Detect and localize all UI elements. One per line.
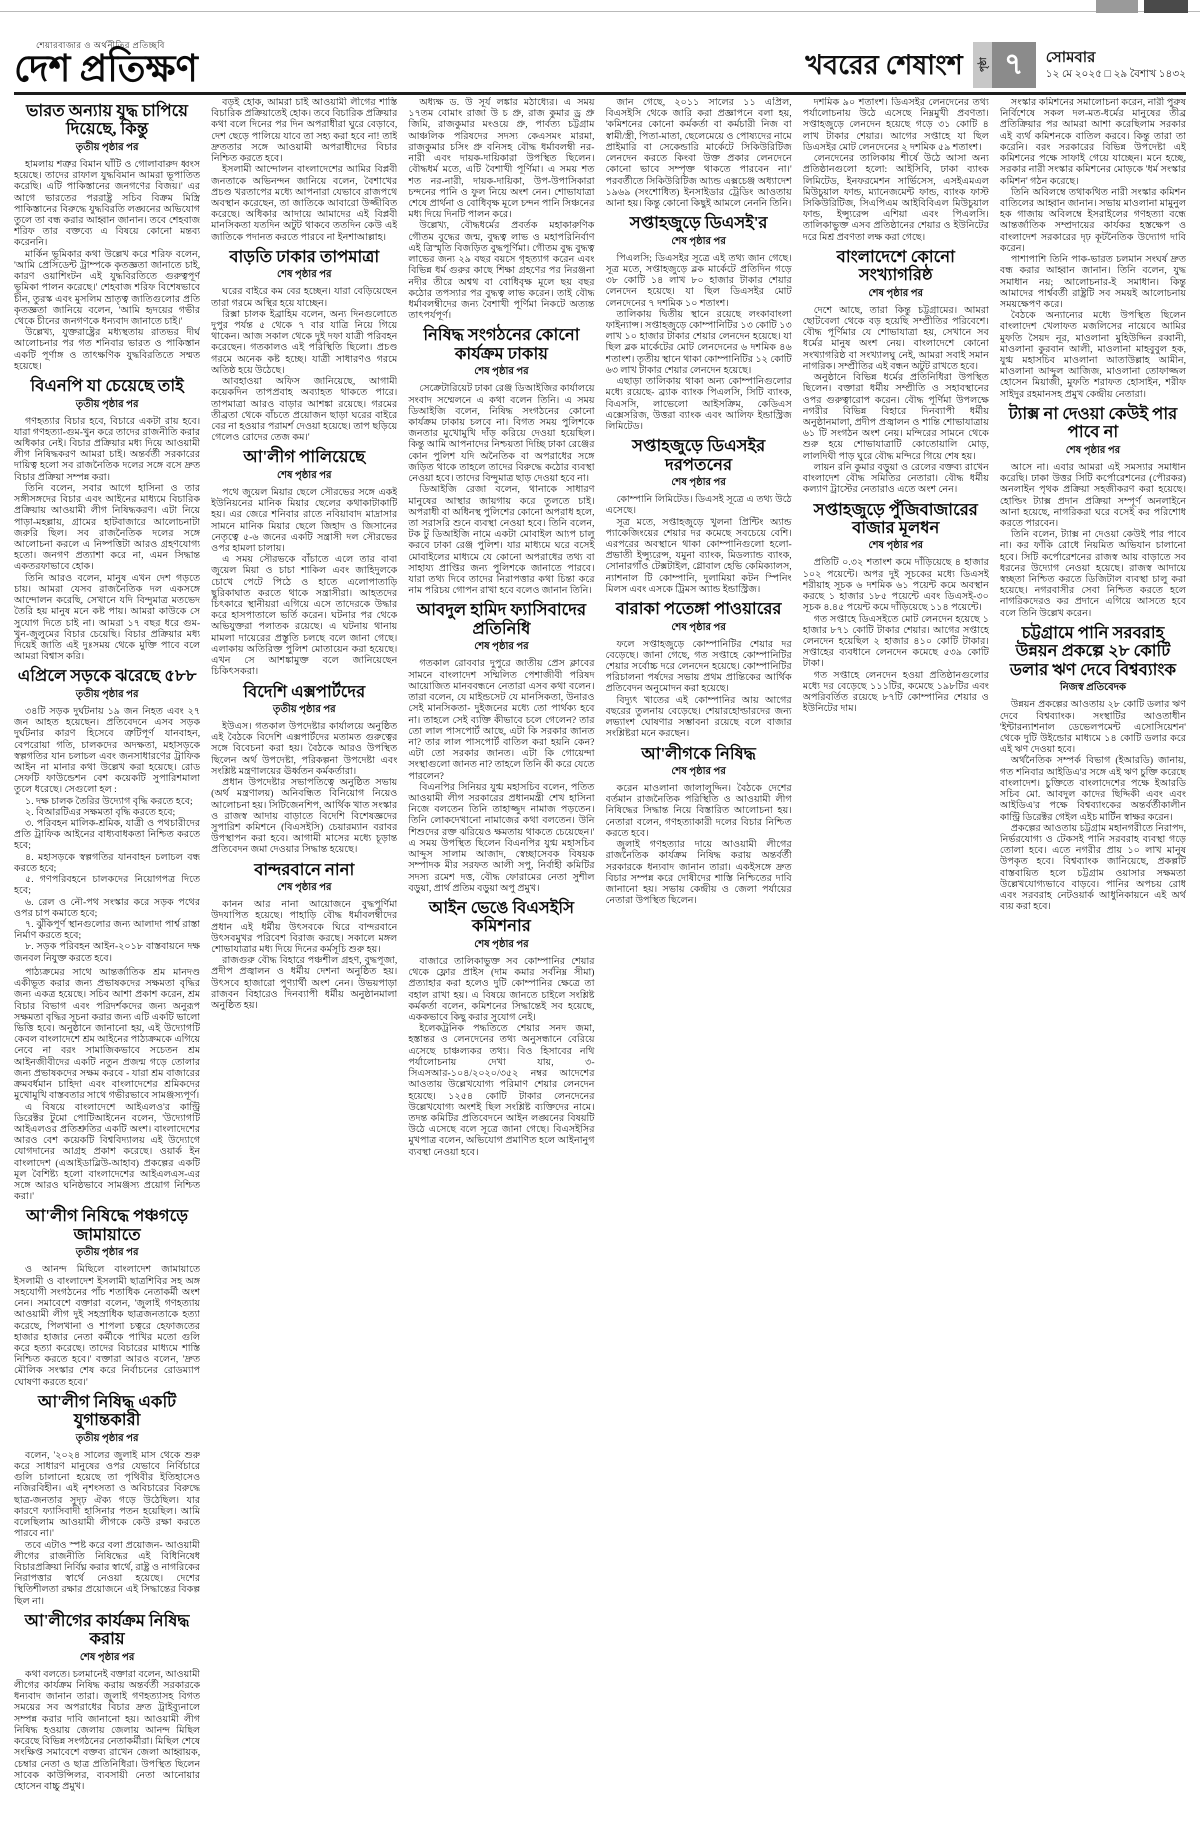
article bbox=[211, 683, 397, 856]
article-body-paragraph: বিদ্যুৎ খাতের এই কোম্পানির আয় আগের বছরের তুলনায় বেড়েছে। শেয়ারহোল্ডারদের জন্য লভ্যাংশ ঘোষণার সম্ভাবনা রয়েছে বলে বাজার সংশ্লিষ্টরা মনে করছেন। bbox=[605, 694, 792, 740]
article-body-paragraph: তিনি বলেন, সবার আগে হাসিনা ও তার সঙ্গীসঙ্গদের বিচার এবং আইনের মাধ্যমে বিচারিক প্রক্রিয়ায় আওয়ামী লীগ নিষিদ্ধকরণ। এটা নিয়ে পাড়া-মহল্লায়, গ্রামের হাটবাজারে আলোচনাটা জরুরি ছিল। সব রাজনৈতিক দলের সঙ্গে আলোচনা করলে এ নিষ্পত্তিটা আরও গ্রহণযোগ্য হতো। জনগণ প্রত্যাশা করে না, এমন সিদ্ধান্ত একতরফাভাবে হোক। bbox=[14, 482, 201, 573]
article-body-paragraph: জান গেছে, ২০১১ সালের ১১ এপ্রিল, বিএসইসি থেকে জারি করা প্রজ্ঞাপনে বলা হয়, 'কমিশনের কোনো কর্মকর্তা বা কর্মচারী নিজ বা স্বামী/স্ত্রী, পিতা-মাতা, ছেলেমেয়ে ও পোষ্যদের নামে প্রাইমারি বা সেকেন্ডারি মার্কেটে সিকিউরিটিজ লেনদেন করতে কিংবা উক্ত প্রকার লেনদেনে কোনো ভাবে সম্পৃক্ত থাকতে পারবেন না।' পরবর্তীতে সিকিউরিটিজ আ্যন্ড এক্সচেঞ্জ অধ্যাদেশ ১৯৬৯ (সংশোধিত) ইনসাইডার ট্রেডিং আওতায় আনা হয়। কিন্তু কোনো কিছুই আমলে নেননি তিনি। bbox=[605, 97, 792, 209]
continued-from-label: তৃতীয় পৃষ্ঠার পর bbox=[75, 1247, 139, 1259]
article bbox=[408, 326, 594, 596]
page-number: ৭ bbox=[992, 42, 1036, 88]
article-body-paragraph: বলেন, '২০২৪ সালের জুলাই মাস থেকে শুরু করে সাধারণ মানুষের ওপর যেভাবে নির্বিচারে গুলি চালানো হয়েছে তা পৃথিবীর ইতিহাসেও নজিরবিহীন। এই নৃশংসতা ও অবিচারের বিরুদ্ধে ছাত্র-জনতার সুদৃঢ় ঐক্য গড়ে উঠেছিল। যার কারণে ফ্যাসিবাদী হাসিনার পতন হয়েছিল। আমি বলেছিলাম আওয়ামী লীগকে কেউ রক্ষা করতে পারবে না।' bbox=[14, 1449, 201, 1540]
article-body-paragraph: ঘরের বাইরে কম বের হচ্ছেন। যারা বেড়িয়েছেন তারা গরমে অস্থির হয়ে যাচ্ছেন। bbox=[211, 286, 398, 309]
article-headline: এপ্রিলে সড়কে ঝরেছে ৫৮৮ bbox=[17, 666, 197, 686]
article bbox=[803, 97, 989, 243]
article-body-paragraph: সূত্র মতে, সপ্তাহজুড়ে খুলনা প্রিন্টিং অ্যান্ড প্যাকেজিংয়ের শেয়ার দর কমেছে সবচেয়ে বেশি। এরপরের অবস্থানে থাকা কোম্পানিগুলো হলো- প্রভাতী ইন্স্যুরেন্স, যমুনা ব্যাংক, মিডল্যান্ড ব্যাংক, সোনারগাঁও টেক্সটাইল, গ্লোবাল হেভি কেমিক্যালস, ন্যাশনাল টি কোম্পানি, দুলামিয়া কটন স্পিনিং মিলস এবং এসকে ট্রিমস অ্যান্ড ইন্ডাস্ট্রিজ। bbox=[605, 516, 792, 595]
article-body-paragraph: ৪. মহাসড়কে স্বল্পগতির যানবাহন চলাচল বন্ধ করতে হবে; bbox=[14, 851, 201, 874]
article-body-paragraph: ৭. ঝুঁকিপূর্ণ স্থানগুলোর জন্য আলাদা পার্শ্ব রাস্তা নির্মাণ করতে হবে; bbox=[14, 919, 201, 942]
article bbox=[14, 667, 200, 964]
article-body-paragraph: গতকাল রোববার দুপুরে জাতীয় প্রেস ক্লাবের সামনে বাংলাদেশ সম্মিলিত পেশাজীবী পরিষদ আয়োজিত মানববন্ধনে নেতারা এসব কথা বলেন। তারা বলেন, যে মাইন্ডসেট যে মানসিকতা, উনারও সেই মানসিকতা- দুইজনের মধ্যে তো পার্থক্য হবে না। তাহলে সেই ব্যক্তি কীভাবে চলে গেলেন? তার তো লাল পাসপোর্ট আছে, এটা কি সরকার জানত না? তার লাল পাসপোর্ট বাতিল করা হয়নি কেন? এটা তো সরকার জানত। এটা কি গোয়েন্দা সংস্থাগুলো জানত না? তাহলে তিনি কী করে যেতে পারলেন? bbox=[408, 658, 595, 782]
continued-from-label: শেষ পৃষ্ঠার পর bbox=[671, 765, 726, 777]
article-body-paragraph: এ সময় সৌরভকে বাঁচাতে এলে তার বাবা জুয়েল মিয়া ও চাচা শাকিল এবং জাহিদুলকে চোখে পেটে পিঠে ও হাতে এলোপাতাড়ি ছুরিকাঘাত করতে থাকে সন্ত্রাসীরা। আহতদের চিৎকারে স্থানীয়রা এগিয়ে এসে তাদেরকে উদ্ধার করে হাসপাতালে ভর্তি করেন। ঘটনার পর থেকে অভিযুক্তরা পলাতক রয়েছে। এ ঘটনায় থানায় মামলা দায়েরের প্রস্তুতি চলছে বলে জানা গেছে। এলাকায় অতিরিক্ত পুলিশ মোতায়েন করা হয়েছে। এখন সে আশঙ্কামুক্ত বলে জানিয়েছেন চিকিৎসকরা। bbox=[211, 554, 398, 678]
article-body-paragraph: ইলেকট্রনিক পদ্ধতিতে শেয়ার সনদ জমা, হস্তান্তর ও লেনদেনের তথ্য অনুসন্ধানে বেরিয়ে এসেছে চাঞ্চল্যকর তথ্য। বিও হিসাবের নথি পর্যালোচনায় দেখা যায়, ৩-সিএসআর-১০৪/২০২০/৩৫২ নম্বর আদেশের আওতায় উল্লেখযোগ্য পরিমাণ শেয়ার লেনদেন হয়েছে। ১২৫৪ কোটি টাকার লেনদেনের উল্লেখযোগ্য অংশই ছিল সংশ্লিষ্ট ব্যক্তিদের নামে। তদন্ত কমিটির প্রতিবেদনে আইন লঙ্ঘনের বিষয়টি উঠে এসেছে বলে সূত্রে জানা গেছে। বিএসইসির মুখপাত্র বলেন, অভিযোগ প্রমাণিত হলে আইনানুগ ব্যবস্থা নেওয়া হবে। bbox=[408, 1023, 595, 1158]
date-line: ১২ মে ২০২৫ □ ২৯ বৈশাখ ১৪৩২ bbox=[1045, 68, 1186, 80]
article bbox=[606, 437, 792, 595]
article bbox=[803, 501, 989, 715]
article-body-paragraph: রাজগুরু বৌদ্ধ বিহারে পঞ্চশীল গ্রহণ, বুদ্ধপূজা, প্রদীপ প্রজ্বালন ও ধর্মীয় দেশনা অনুষ্ঠিত হয়। উৎসবে হাজারো পুণ্যার্থী অংশ নেন। উভয়পাড়া রাজবন বিহারেও দিনব্যাপী ধর্মীয় অনুষ্ঠানমালা অনুষ্ঠিত হয়। bbox=[211, 955, 398, 1012]
article bbox=[408, 97, 594, 321]
article-body-paragraph: ফলে সপ্তাহজুড়ে কোম্পানিটির শেয়ার দর বেড়েছে। জানা গেছে, গত সপ্তাহে কোম্পানিটির শেয়ার সর্বোচ্চ দরে লেনদেন হয়েছে। কোম্পানিটির পরিচালনা পর্ষদের সভায় প্রথম প্রান্তিকের আর্থিক প্রতিবেদন অনুমোদন করা হয়েছে। bbox=[605, 638, 792, 695]
article-headline: সপ্তাহজুড়ে ডিএসইর দরপতনের bbox=[632, 436, 766, 474]
masthead-tagline: শেয়ারবাজার ও অর্থনীতির প্রতিচ্ছবি bbox=[36, 39, 165, 50]
article-body-paragraph: দেশে আছে, তারা কিন্তু চট্টগ্রামের। আমরা ছোটবেলা থেকে বড় হয়েছি সম্প্রীতির পরিবেশে। বৌদ্ধ পূর্ণিমার যে শোভাযাত্রা হয়, সেখানে সব ধর্মের মানুষ অংশ নেয়। বাংলাদেশে কোনো সংখ্যাগরিষ্ঠ বা সংখ্যালঘু নেই, আমরা সবাই সমান নাগরিক। সম্প্রীতির এই বন্ধন অটুট রাখতে হবে। bbox=[802, 304, 989, 372]
article-headline: আ'লীগকে নিষিদ্ধ bbox=[641, 743, 756, 763]
article bbox=[211, 97, 397, 243]
article-body-paragraph: করেন মাওলানা জালালুদ্দিন। বৈঠকে দেশের বর্তমান রাজনৈতিক পরিস্থিতি ও আওয়ামী লীগ নিষিদ্ধের সিদ্ধান্ত নিয়ে বিস্তারিত আলোচনা হয়। নেতারা বলেন, গণহত্যাকারী দলের বিচার নিশ্চিত করতে হবে। bbox=[605, 782, 792, 839]
article bbox=[14, 102, 200, 372]
article-headline: বান্দরবানে নানা bbox=[254, 859, 355, 879]
article-headline: বারাকা পতেঙ্গা পাওয়ারের bbox=[615, 599, 782, 619]
article-headline: বাড়তি ঢাকার তাপমাত্রা bbox=[229, 246, 380, 266]
weekday: সোমবার bbox=[1045, 50, 1096, 67]
article-body-paragraph: উল্লেখ্য, যুক্তরাষ্ট্রের মধ্যস্থতায় রাতভর দীর্ঘ আলোচনার পর গত শনিবার ভারত ও পাকিস্তান একটি পূর্ণাঙ্গ ও তাৎক্ষণিক যুদ্ধবিরতিতে সম্মত হয়েছে। bbox=[14, 327, 201, 372]
article-body-paragraph: আসে না। এবার আমরা এই সমস্যার সমাধান করেছি। ঢাকা উত্তর সিটি কর্পোরেশনের (পৌরকর) অনলাইন পৃথক প্রক্রিয়া সহজীকরণ করা হয়েছে। হোল্ডিং ট্যাক্স প্রদান প্রক্রিয়া সম্পূর্ণ অনলাইনে আনা হয়েছে, নাগরিকরা ঘরে বসেই কর পরিশোধ করতে পারবেন। bbox=[999, 461, 1186, 529]
news-column bbox=[803, 97, 989, 1839]
article-headline: ট্যাক্স না দেওয়া কেউই পার পাবে না bbox=[1008, 403, 1178, 442]
article-headline: বিএনপি যা চেয়েছে তাই bbox=[30, 376, 184, 396]
article bbox=[14, 1612, 200, 1792]
continued-from-label: শেষ পৃষ্ঠার পর bbox=[671, 477, 726, 489]
article-body-paragraph: কানন আর নানা আয়োজনে বুদ্ধপূর্ণিমা উদযাপিত হয়েছে। পাহাড়ি বৌদ্ধ ধর্মাবলম্বীদের প্রধান এই ধর্মীয় উৎসবকে ঘিরে বান্দরবানে উৎসবমুখর পরিবেশ বিরাজ করছে। সকালে মঙ্গল শোভাযাত্রার মধ্য দিয়ে দিনের কর্মসূচি শুরু হয়। bbox=[211, 899, 398, 955]
article bbox=[14, 1393, 200, 1607]
continued-from-label: শেষ পৃষ্ঠার পর bbox=[474, 366, 529, 378]
article-body-paragraph: বৈঠকে অন্যান্যের মধ্যে উপস্থিত ছিলেন বাংলাদেশ খেলাফত মজলিসের নায়েবে আমির মুফতি সৈয়দ নূর, মাওলানা মুহিউদ্দিন রব্বানী, মাওলানা কুরবান আলী, মাওলানা মাহবুবুল হক, যুগ্ম মহাসচিব মাওলানা আতাউল্লাহ আমীন, মাওলানা আব্দুল আজিজ, মাওলানা তোফাজ্জল হোসেন মিয়াজী, মুফতি শরাফত হোসাইন, শরীফ সাইদুর রহমানসহ প্রমুখ কেন্দ্রীয় নেতারা। bbox=[999, 310, 1186, 400]
article-body-paragraph: কথা বলতে। চলমানেই বক্তারা বলেন, আওয়ামী লীগের কার্যক্রম নিষিদ্ধ করায় অন্তর্বর্তী সরকারকে ধন্যবাদ জানান তারা। জুলাই গণহত্যাসহ বিগত সময়ের সব অপরাধের বিচার দ্রুত ট্রাইব্যুনালে সম্পন্ন করার দাবি জানানো হয়। আওয়ামী লীগ নিষিদ্ধ হওয়ায় জেলায় জেলায় আনন্দ মিছিল করেছে বিভিন্ন সংগঠনের নেতাকর্মীরা। মিছিল শেষে সংক্ষিপ্ত সমাবেশে বক্তব্য রাখেন জেলা আহ্বায়ক, চেম্বার নেতা ও ছাত্র প্রতিনিধিরা। উপস্থিত ছিলেন সাবেক কাউন্সিলর, ব্যবসায়ী নেতা আনোয়ার হোসেন বাচ্চু প্রমুখ। bbox=[14, 1668, 201, 1792]
article-headline: আ'লীগ নিষিদ্ধে পঞ্চগড়ে জামায়াতে bbox=[26, 1206, 189, 1244]
article-body-paragraph: বাজারে তালিকাভুক্ত সব কোম্পানির শেয়ার থেকে ফ্লোর প্রাইস (দাম কমার সর্বনিম্ন সীমা) প্রত্যাহার করা হলেও দুটি কোম্পানির ক্ষেত্রে তা বহাল রাখা হয়। এ বিষয়ে জানতে চাইলে সংশ্লিষ্ট কর্মকর্তা বলেন, কমিশনের সিদ্ধান্তেই সব হয়েছে, এককভাবে কিছু করার সুযোগ নেই। bbox=[408, 955, 595, 1024]
article-body-paragraph: অধ্যক্ষ ড. উ সূর্য লঙ্কার মঠাধ্যের। এ সময় ১৭তম বোমাং রাজা উ চ প্রু, রাজ কুমার ড্র প্রু জিমি, রাজকুমার মংওয়ে প্রু, পার্বত্য চট্টগ্রাম আঞ্চলিক পরিষদের সদস্য কেএসমং মারমা, রাজকুমার চসিং প্রু বনিসহ বৌদ্ধ ধর্মাবলম্বী নর-নারী এবং দায়ক-দায়িকারা উপস্থিত ছিলেন। বৌদ্ধধর্ম মতে, এটি বৈশাখী পূর্ণিমা। এ সময় শত শত নর-নারী, দায়ক-দায়িকা, উপ-উপাসিকারা চন্দনের পানি ও ফুল নিয়ে অংশ নেন। শোভাযাত্রা শেষে প্রার্থনা ও বোধিবৃক্ষ মূলে চন্দন পানি সিঞ্চনের মধ্য দিয়ে দিনটি পালন করে। bbox=[408, 97, 595, 221]
article-body-paragraph: ডিআইজি রেজা বলেন, থানাকে সাধারণ মানুষের আস্থার জায়গায় করে তুলতে চাই। অপরাধী বা অধিনস্থ পুলিশের কোনো অপরাধ হলে, তা সরাসরি শুনে ব্যবস্থা নেওয়া হবে। তিনি বলেন, টক টু ডিআইজি নামে একটা মোবাইল আ্যপ চালু করবে ঢাকা রেঞ্জ পুলিশ। যার মাধ্যমে ঘরে বসেই মোবাইলের মাধ্যমে যে কোনো অপরাধের তথ্য বা সাহায্য প্রাপ্তির জন্য পুলিশকে জানাতে পারবে। যারা তথ্য দিবে তাদের নিরাপত্তার কথা চিন্তা করে নাম পরিচয় গোপন রাখা হবে বলেও জানান তিনি। bbox=[408, 484, 595, 597]
section-title: খবরের শেষাংশ bbox=[805, 49, 963, 80]
article bbox=[211, 861, 397, 1012]
continued-from-label: তৃতীয় পৃষ্ঠার পর bbox=[75, 141, 139, 153]
article-body-paragraph: ২. বিআরটিএর সক্ষমতা বৃদ্ধি করতে হবে; bbox=[25, 806, 176, 818]
article bbox=[1000, 405, 1186, 619]
article-body-paragraph: অনুষ্ঠানে বিভিন্ন ধর্মের প্রতিনিধিরা উপস্থিত ছিলেন। বক্তারা ধর্মীয় সম্প্রীতি ও সহাবস্থানের ওপর গুরুত্বারোপ করেন। বৌদ্ধ পূর্ণিমা উপলক্ষে নগরীর বিভিন্ন বিহারে দিনব্যাপী ধর্মীয় অনুষ্ঠানমালা, প্রদীপ প্রজ্বালন ও শান্তি শোভাযাত্রায় ৬১ টি সংগঠন অংশ নেয়। মন্দিরের সামনে থেকে শুরু হয়ে শোভাযাত্রাটি কোতোয়ালি মোড়, লালদিঘী পাড় ঘুরে বৌদ্ধ মন্দিরে গিয়ে শেষ হয়। bbox=[802, 372, 989, 462]
article-headline: সপ্তাহজুড়ে ডিএসই'র bbox=[629, 213, 768, 233]
article bbox=[606, 745, 792, 907]
news-column bbox=[606, 97, 792, 1839]
article bbox=[408, 899, 594, 1158]
article-body-paragraph: দশমিক ৯০ শতাংশ। ডিএসইর লেনদেনের তথ্য পর্যালোচনায় উঠে এসেছে নিম্নমুখী প্রবণতা। সপ্তাহজুড়ে লেনদেন হয়েছে গড়ে ৩১ কোটি ৪ লাখ টাকার শেয়ার। আগের সপ্তাহে যা ছিল ডিএসইর মোট লেনদেনের ২ দশমিক ৫৯ শতাংশ। bbox=[802, 97, 989, 153]
article-body-paragraph: গত সপ্তাহে লেনদেন হওয়া প্রতিষ্ঠানগুলোর মধ্যে দর বেড়েছে ১১১টির, কমেছে ১৯৮টির এবং অপরিবর্তিত রয়েছে ৮৭টি কোম্পানির শেয়ার ও ইউনিটের দাম। bbox=[802, 669, 989, 715]
continued-from-label: শেষ পৃষ্ঠার পর bbox=[474, 938, 529, 950]
article bbox=[211, 448, 397, 677]
continued-from-label: শেষ পৃষ্ঠার পর bbox=[868, 540, 924, 552]
continued-from-label: তৃতীয় পৃষ্ঠার পর bbox=[272, 704, 336, 716]
article-body-paragraph: গত সপ্তাহে ডিএসইতে মোট লেনদেন হয়েছে ১ হাজার ৮৭১ কোটি টাকার শেয়ার। আগের সপ্তাহে লেনদেন হয়েছিল ২ হাজার ৪১০ কোটি টাকার। সপ্তাহের ব্যবধানে লেনদেন কমেছে ৫৩৯ কোটি টাকা। bbox=[802, 613, 989, 670]
article-body-paragraph: পিএলসি; ডিএসইর সূত্রে এই তথ্য জান গেছে। সূত্র মতে, সপ্তাহজুড়ে ব্লক মার্কেটে প্রতিদিন গড়ে ৩৮ কোটি ১৪ লাখ ৮০ হাজার টাকার শেয়ার লেনদেন হয়েছে। যা ছিল ডিএসইর মোট লেনদেনের ৭ দশমিক ১০ শতাংশ। bbox=[605, 252, 792, 309]
header-right bbox=[805, 42, 1186, 88]
article bbox=[606, 214, 792, 432]
article-headline: বাংলাদেশে কোনো সংখ্যাগরিষ্ঠ bbox=[836, 246, 955, 285]
page-header bbox=[14, 14, 1186, 95]
continued-from-label: তৃতীয় পৃষ্ঠার পর bbox=[75, 398, 139, 410]
article-body-paragraph: প্রধান উপদেষ্টার সভাপতিত্বে অনুষ্ঠিত সভায় (অর্থ মন্ত্রণালয়) অনিবন্ধিত বিনিয়োগ নিয়েও আলোচনা হয়। সিটিজেনশিপ, আর্থিক খাত সংস্কার ও রাজস্ব আদায় বাড়াতে বিদেশি বিশেষজ্ঞদের সুপারিশ কমিশনে (বিএসইসি) চেয়ারম্যান বরাবর উপস্থাপন করা হবে। আগামী মাসের মধ্যে চূড়ান্ত প্রতিবেদন জমা দেওয়ার সিদ্ধান্ত হয়েছে। bbox=[211, 777, 398, 856]
article bbox=[803, 248, 989, 496]
article-body-paragraph: তিনি আরও বলেন, মানুষ এখন দেশ গড়তে চায়। আমরা যেসব রাজনৈতিক দল একসঙ্গে আন্দোলন করেছি, সেখানে যদি বিন্দুমাত্র মতভেদ তৈরি হয় মানুষ মনে কষ্ট পায়। আমরা কাউকে সে সুযোগ দিতে চাই না। আমরা ১৭ বছর ধরে গুম-খুন-জুলুমের বিচার চেয়েছি। বিচার প্রক্রিয়ার মধ্য দিয়েই জাতি এই দুঃসময় থেকে মুক্তি পাবে বলে আমরা বিশ্বাস করি। bbox=[14, 572, 201, 663]
continued-from-label: শেষ পৃষ্ঠার পর bbox=[79, 1651, 135, 1663]
article-body-paragraph: রিক্সা চালক ইব্রাহিম বলেন, অন্য দিনগুলোতে দুপুর পর্যন্ত ৫ থেকে ৭ বার যাত্রি নিয়ে গিয়ে থাকেন। আজ সকাল থেকে দুই দফা যাত্রী পরিবহন করেছেন। গতকালও এই পরিস্থিতি ছিলো। প্রচণ্ড গরমে অনেক কষ্ট হচ্ছে। যাত্রী সাধারণও গরমে অতিষ্ঠ হয়ে উঠেছে। bbox=[211, 308, 398, 376]
article bbox=[14, 967, 200, 1203]
continued-from-label: শেষ পৃষ্ঠার পর bbox=[671, 621, 726, 633]
continued-from-label: শেষ পৃষ্ঠার পর bbox=[868, 287, 924, 299]
continued-from-label: শেষ পৃষ্ঠার পর bbox=[474, 641, 529, 653]
article-body-paragraph: ৩. পরিবহন মালিক-শ্রমিক, যাত্রী ও পথচারীদের প্রতি ট্রাফিক আইনের বাধ্যবাধকতা নিশ্চিত করতে হবে; bbox=[14, 818, 201, 852]
masthead bbox=[14, 41, 198, 89]
news-column bbox=[1000, 97, 1186, 1839]
article-body-paragraph: তবে এটাও স্পষ্ট করে বলা প্রয়োজন- আওয়ামী লীগের রাজনীতি নিষিদ্ধের এই বিধিনিষেধ বিচারপ্রক্রিয়া নির্বিঘ্ন করার স্বার্থে, রাষ্ট্র ও নাগরিকের নিরাপত্তার স্বার্থে নেওয়া হয়েছে। দেশের স্থিতিশীলতা রক্ষার প্রয়োজনে এই সিদ্ধান্তের বিকল্প ছিল না। bbox=[14, 1539, 201, 1607]
article-body-paragraph: প্রকল্পের আওতায় চট্টগ্রাম মহানগরীতে নিরাপদ, নির্ভরযোগ্য ও টেকসই পানি সরবরাহ ব্যবস্থা গড়ে তোলা হবে। এতে নগরীর প্রায় ১০ লাখ মানুষ উপকৃত হবে। বিশ্বব্যাংক জানিয়েছে, প্রকল্পটি বাস্তবায়িত হলে চট্টগ্রাম ওয়াসার সক্ষমতা উল্লেখযোগ্যভাবে বাড়বে। পানির অপচয় রোধ এবং সরবরাহ নেটওয়ার্ক আধুনিকায়নে এই অর্থ ব্যয় করা হবে। bbox=[999, 822, 1186, 913]
corner-decoration-dark bbox=[1144, 0, 1188, 13]
article-body-paragraph: ইসলামী আন্দোলন বাংলাদেশের আমির বিপ্লবী জনতাকে অভিনন্দন জানিয়ে বলেন, বৈশাখের প্রচণ্ড খরতাপের মধ্যে আপনারা যেভাবে রাজপথে অবস্থান করেছেন, তা জাতিকে আবারো উজ্জীবিত করেছে। অধিকার আদায়ে আমাদের এই বিপ্লবী মানসিকতা যতদিন অটুট থাকবে ততদিন কেউ এই জাতিকে পদানত করতে পারবে না ইনশাআল্লাহ। bbox=[211, 164, 398, 243]
article-body-paragraph: প্রতিটি ০.৩২ শতাংশ কমে দাঁড়িয়েছে ৪ হাজার ১০২ পয়েন্টে। অপর দুই সূচকের মধ্যে ডিএসই শরীয়াহ সূচক ৬ দশমিক ৬১ পয়েন্ট কমে অবস্থান করছে ১ হাজার ১৮৫ পয়েন্টে এবং ডিএসই-৩০ সূচক ৪.৪৫ পয়েন্ট কমে দাঁড়িয়েছে ১১৪ পয়েন্টে। bbox=[802, 557, 989, 614]
continued-from-label: শেষ পৃষ্ঠার পর bbox=[1065, 444, 1121, 456]
continued-from-label: তৃতীয় পৃষ্ঠার পর bbox=[75, 688, 139, 700]
article-body-paragraph: ৬. রেল ও নৌ-পথ সংস্কার করে সড়ক পথের ওপর চাপ কমাতে হবে; bbox=[14, 896, 201, 919]
continued-from-label: শেষ পৃষ্ঠার পর bbox=[277, 882, 332, 894]
date-block bbox=[1046, 49, 1186, 81]
article-body-paragraph: এ বিষয়ে বাংলাদেশে আইএলও'র কান্ট্রি ডিরেক্টর টুমো পোটিআইনেন বলেন, 'উদ্যোগটি আইএলওর প্রতিশ্রুতির একটি অংশ। বাংলাদেশের আরও বেশ কয়েকটি বিশ্ববিদ্যালয় এই উদ্যোগে যোগদানের আগ্রহ প্রকাশ করেছে। ওয়ার্ক ইন বাংলাদেশ (এআইডাব্লিউ-আহাব) প্রকল্পের একটি মূল বৈশিষ্ট্য হলো বাংলাদেশের আইএলএস-এর সঙ্গে আরও ঘনিষ্ঠভাবে সামঞ্জস্য প্রয়োগ নিশ্চিত করা।' bbox=[14, 1101, 201, 1203]
article bbox=[14, 1207, 200, 1387]
article-headline: চট্টগ্রামে পানি সরবরাহ উন্নয়ন প্রকল্পে ২৮ কোটি ডলার ঋণ দেবে বিশ্বব্যাংক bbox=[1009, 622, 1177, 679]
article-body-paragraph: ৩৪টি সড়ক দুর্ঘটনায় ১৯ জন নিহত এবং ২৭ জন আহত হয়েছেন। প্রতিবেদনে এসব সড়ক দুর্ঘটনার কারণ হিসেবে ত্রুটিপূর্ণ যানবাহন, বেপরোয়া গতি, চালকদের অদক্ষতা, মহাসড়কে স্বল্পগতির যান চলাচল এবং জনসাধারণের ট্রাফিক আইন না মানার কথা উল্লেখ করা হয়েছে। রোড সেফটি ফাউন্ডেশন বেশ কয়েকটি সুপারিশমালা তুলে ধরেছে। সেগুলো হল : bbox=[14, 705, 201, 796]
article-body-paragraph: বিএনপির সিনিয়র যুগ্ম মহাসচিব বলেন, পতিত আওয়ামী লীগ সরকারের প্রধানমন্ত্রী শেখ হাসিনা নিজে বলতেন তিনি তাহাজ্জুদ নামাজ পড়তেন। তিনি লোকদেখানো নামাজের কথা বলতেন। উনি শিশুদের রক্ত ঝরিয়েও ক্ষমতায় থাকতে চেয়েছেন।' এ সময় উপস্থিত ছিলেন বিএনপির যুগ্ম মহাসচিব আব্দুস সালাম আজাদ, স্বেচ্ছাসেবক বিষয়ক সম্পাদক মীর সরফত আলী সপু, নির্বাহী কমিটির সদস্য রমেশ দত্ত, বৌদ্ধ ফোরামের নেতা সুশীল বড়ুয়া, প্রার্থ প্রতিম বড়ুয়া অপু প্রমুখ। bbox=[408, 781, 595, 894]
columns bbox=[14, 97, 1186, 1839]
article-body-paragraph: পথে জুয়েল মিয়ার ছেলে সৌরভের সঙ্গে একই ইউনিয়নের মানিক মিয়ার ছেলের কথাকাটাকাটি হয়। এর জেরে শনিবার রাতে নবিয়াবাদ মাদ্রাসার সামনে মানিক মিয়ার ছেলে জিহাদ ও জিসানের নেতৃত্বে ৫-৬ জনের একটি সন্ত্রাসী দল সৌরভের ওপর হামলা চালায়। bbox=[211, 486, 398, 554]
article-body-paragraph: ইউএস। গতকাল উপদেষ্টার কার্যালয়ে অনুষ্ঠিত এই বৈঠকে বিদেশি এক্সপার্টদের মতামত গুরুত্বের সঙ্গে বিবেচনা করা হয়। বৈঠকে আরও উপস্থিত ছিলেন অর্থ উপদেষ্টা, পরিকল্পনা উপদেষ্টা এবং সংশ্লিষ্ট মন্ত্রণালয়ের ঊর্ধ্বতন কর্মকর্তারা। bbox=[211, 721, 398, 777]
article-body-paragraph: গণহত্যার বিচার হবে, বিচারে একটা রায় হবে। যারা গণহত্যা-গুম-খুন করে তাদের রাজনীতি করার অধিকার নেই। বিচার প্রক্রিয়ার মধ্য দিয়ে আওয়ামী লীগ নিষিদ্ধকরণ আমরা চাই। অন্তর্বর্তী সরকারের দায়িত্ব হলো সব রাজনৈতিক দলের সঙ্গে বসে দ্রুত বিচার প্রক্রিয়া সম্পন্ন করা। bbox=[14, 415, 201, 483]
article-body-paragraph: কোম্পানি লিমিটেড। ডিএসই সূত্রে এ তথ্য উঠে এসেছে। bbox=[605, 494, 792, 517]
article-body-paragraph: পাঠ্যক্রমের সাথে আন্তর্জাতিক শ্রম মানদণ্ড একীভূত করার জন্য প্রভাষকদের সক্ষমতা বৃদ্ধির জন্য একত্র হয়েছে। সচিব আশা প্রকাশ করেন, শ্রম বিচার বিভাগ এবং পরিদর্শকদের জন্য অনুরূপ সক্ষমতা বৃদ্ধির সূচনা করার জন্য এটি একটি ভালো ভিত্তি হবে। অনুষ্ঠানে জানানো হয়, এই উদ্যোগটি কেবল বাংলাদেশে শ্রম আইনের পাঠ্যক্রমকে এগিয়ে নেবে না বরং সামাজিকভাবে সচেতন শ্রম আইনজীবীদের একটি নতুন প্রজন্ম গড়ে তোলার জন্য প্রভাষকদের সক্ষম করবে - যারা শ্রম বাজারের ক্রমবর্ধমান চাহিদা এবং বাংলাদেশের শ্রমিকদের মুখোমুখি বাস্তবতার সাথে গভীরভাবে সামঞ্জস্যপূর্ণ। bbox=[14, 966, 201, 1102]
article-body-paragraph: অর্থনৈতিক সম্পর্ক বিভাগ (ইআরডি) জানায়, গত শনিবার আইডিএ'র সঙ্গে এই ঋণ চুক্তি করেছে বাংলাদেশ। চুক্তিতে বাংলাদেশের পক্ষে ইআরডি সচিব মো. আবদুল কাদের ছিদ্দিকী এবং এবং আইডিএ'র পক্ষে বিশ্বব্যাংকের অন্তর্বর্তীকালীন কান্ট্রি ডিরেক্টর গেইল এইচ মার্টিন স্বাক্ষর করেন। bbox=[999, 755, 1186, 823]
article bbox=[14, 377, 200, 662]
article-body-paragraph: লেনদেনের তালিকায় শীর্ষে উঠে আসা অন্য প্রতিষ্ঠানগুলো হলো: আইসিবি, ঢাকা ব্যাংক লিমিটেড, ইনফরমেশন সার্ভিসেস, এসইএমএল মিউচুয়াল ফান্ড, ম্যানেজমেন্ট ফান্ড, ব্যাংক ফাস্ট সিকিউরিটিজ, সিএপিএম আইবিবিএল মিউচুয়াল ফান্ড, ইন্স্যুরেন্স এশিয়া এবং পিএলসি। তালিকাভুক্ত এসব প্রতিষ্ঠানের শেয়ার ও ইউনিটের দরে মিশ্র প্রবণতা লক্ষ করা গেছে। bbox=[802, 153, 989, 243]
article-body-paragraph: জুলাই গণহত্যার দায়ে আওয়ামী লীগের রাজনৈতিক কার্যক্রম নিষিদ্ধ করায় অন্তর্বর্তী সরকারকে ধন্যবাদ জানান তারা। একইসঙ্গে দ্রুত বিচার সম্পন্ন করে দোষীদের শাস্তি নিশ্চিতের দাবি জানানো হয়। সভায় কেন্দ্রীয় ও জেলা পর্যায়ের নেতারা উপস্থিত ছিলেন। bbox=[605, 839, 792, 907]
article-headline: আইন ভেঙে বিএসইসি কমিশনার bbox=[428, 898, 575, 936]
top-divider bbox=[0, 11, 1200, 12]
article-headline: আ'লীগ পালিয়েছে bbox=[243, 447, 366, 467]
article-body-paragraph: ও আনন্দ মিছিলে বাংলাদেশ জামায়াতে ইসলামী ও বাংলাদেশ ইসলামী ছাত্রশিবির সহ অঙ্গ সহযোগী সংগঠনের পাঁচ শতাধিক নেতাকর্মী অংশ নেন। সমাবেশে বক্তারা বলেন, 'জুলাই গণহত্যায় আওয়ামী লীগ দুই সহস্রাধিক ছাত্রজনতাকে হত্যা করেছে, পিলখানা ও শাপলা চত্বরে হেফাজতের হাজার হাজার নেতা কর্মীকে পাখির মতো গুলি করে হত্যা করেছে। তাদের বিচারের মাধ্যমে শাস্তি নিশ্চিত করতে হবে।' বক্তারা আরও বলেন, 'দ্রুত মৌলিক সংস্কার শেষ করে নির্বাচনের রোডম্যাপ ঘোষণা করতে হবে।' bbox=[14, 1264, 201, 1388]
article-body-paragraph: তিনি বলেন, ট্যাক্স না দেওয়া কেউই পার পাবে না। কর ফাঁকি রোধে নিয়মিত অভিযান চালানো হবে। সিটি কর্পোরেশনের রাজস্ব আয় বাড়াতে সব ধরনের উদ্যোগ নেওয়া হয়েছে। রাজস্ব আদায়ে স্বচ্ছতা নিশ্চিত করতে ডিজিটাল ব্যবস্থা চালু করা হয়েছে। নগরবাসীর সেবা নিশ্চিত করতে হলে নাগরিকদেরও কর প্রদানে এগিয়ে আসতে হবে বলে তিনি উল্লেখ করেন। bbox=[999, 529, 1186, 619]
article-body-paragraph: উন্নয়ন প্রকল্পের আওতায় ২৮ কোটি ডলার ঋণ দেবে বিশ্বব্যাংক। সংস্থাটির আওতাধীন 'ইন্টারন্যাশনাল ডেভেলপমেন্ট এসোসিয়েশন' থেকে দুটি উইন্ডোর মাধ্যমে ১৪ কোটি ডলার করে এই ঋণ দেওয়া হবে। bbox=[999, 699, 1186, 756]
continued-from-label: শেষ পৃষ্ঠার পর bbox=[671, 235, 726, 247]
news-column bbox=[14, 97, 200, 1839]
continued-from-label: শেষ পৃষ্ঠার পর bbox=[277, 269, 332, 281]
article bbox=[1000, 624, 1186, 913]
page-label: পৃষ্ঠা bbox=[973, 42, 992, 88]
news-column bbox=[408, 97, 594, 1839]
article-body-paragraph: পাশাপাশি তিনি পাক-ভারত চলমান সংঘর্ষ দ্রুত বন্ধ করার আহ্বান জানান। তিনি বলেন, যুদ্ধ সমাধান নয়; আলোচনার-ই সমাধান। কিন্তু আমাদের পার্শ্ববর্তী রাষ্ট্রটি সব সময়ই আলোচনায় সময়ক্ষেপণ করে। bbox=[999, 254, 1186, 310]
article-headline: আ'লীগ নিষিদ্ধ একটি যুগান্তকারী bbox=[37, 1391, 177, 1430]
page-number-box bbox=[973, 42, 1036, 88]
article-headline: আ'লীগের কার্যক্রম নিষিদ্ধ করায় bbox=[24, 1610, 190, 1649]
article-body-paragraph: ১. দক্ষ চালক তৈরির উদ্যোগ বৃদ্ধি করতে হবে; bbox=[25, 795, 193, 807]
article-body-paragraph: বড়ই হোক, আমরা চাই আওয়ামী লীগের শাস্তি বিচারিক প্রক্রিয়াতেই হোক। তবে বিচারিক প্রক্রিয়ার কথা বলে দিনের পর দিন অপরাধীরা ঘুরে বেড়াবে, দেশ ছেড়ে পালিয়ে যাবে তা সহ্য করা হবে না! তাই দ্রুততার সঙ্গে আওয়ামী অপরাধীদের বিচার নিশ্চিত করতে হবে। bbox=[211, 97, 398, 165]
article-body-paragraph: ৫. গণপরিবহনে চালকদের নিয়োগপত্র দিতে হবে; bbox=[14, 874, 201, 897]
corner-decoration-light bbox=[1096, 0, 1138, 13]
article-body-paragraph: সংস্কার কমিশনের সমালোচনা করেন, নারী পুরুষ নির্বিশেষে সকল দল-মত-ধর্মের মানুষের তীব্র প্রতিক্রিয়ার পর আমরা আশা করেছিলাম সরকার এই ব্যর্থ কমিশনকে বাতিল করবে। কিন্তু তারা তা করেনি। বরং সরকারের বিভিন্ন উপদেষ্টা এই কমিশনের পক্ষে সাফাই গেয়ে যাচ্ছেন। মনে হচ্ছে, সরকার নারী সংস্কার কমিশনের মোড়কে 'ধর্ম সংস্কার কমিশন' গঠন করেছে। bbox=[999, 97, 1186, 187]
article-body-paragraph: লায়ন রনি কুমার বড়ুয়া ও রেলের বক্তব্য রাখেন বাংলাদেশ বৌদ্ধ সমিতির নেতারা। বৌদ্ধ ধর্মীয় কল্যাণ ট্রাস্টের নেতারাও এতে অংশ নেন। bbox=[802, 461, 989, 496]
newspaper-title: দেশ প্রতিক্ষণ bbox=[14, 49, 198, 90]
article-body-paragraph: উল্লেখ্য, বৌদ্ধধর্মের প্রবর্তক মহাকারুণিক গৌতম বুদ্ধের জন্ম, বুদ্ধত্ব লাভ ও মহাপরিনির্বাণ এই ত্রিস্মৃতি বিজড়িত বুদ্ধপূর্ণিমা। গৌতম বুদ্ধ বুদ্ধত্ব লাভের জন্য ২৯ বছর বয়সে গৃহত্যাগ করেন এবং বিভিন্ন ধর্ম গুরুর কাছে শিক্ষা গ্রহণের পর নিরঞ্জনা নদীর তীরে অশ্বথ বা বোধিবৃক্ষ মূলে ছয় বছর কঠোর তপস্যার পর বুদ্ধত্ব লাভ করেন। তাই বৌদ্ধ ধর্মাবলম্বীদের জন্য বৈশাখী পূর্ণিমা নিকটে অত্যন্ত তাৎপর্যপূর্ণ। bbox=[408, 220, 595, 322]
article-headline: সপ্তাহজুড়ে পুঁজিবাজারের বাজার মূলধন bbox=[813, 499, 978, 537]
article-headline: আবদুল হামিদ ফ্যাসিবাদের প্রতিনিধি bbox=[416, 600, 587, 638]
article bbox=[606, 600, 792, 739]
continued-from-label: নিজস্ব প্রতিবেদক bbox=[1059, 682, 1126, 694]
article-body-paragraph: তিনি অবিলম্বে তথাকথিত নারী সংস্কার কমিশন বাতিলের আহ্বান জানান। সভায় মাওলানা মামুনুল হক গাজায় অবিলম্বে ইসরাইলের গণহত্যা বন্ধে আন্তর্জাতিক সম্প্রদায়ের কার্যকর হস্তক্ষেপ ও বাংলাদেশ সরকারের দৃঢ় কূটনৈতিক উদ্যোগ দাবি করেন। bbox=[999, 186, 1186, 254]
article bbox=[408, 601, 594, 894]
continued-from-label: তৃতীয় পৃষ্ঠার পর bbox=[75, 1432, 139, 1444]
news-column bbox=[211, 97, 397, 1839]
article-headline: ভারত অন্যায় যুদ্ধ চাপিয়ে দিয়েছে, কিন্তু bbox=[26, 101, 189, 139]
article bbox=[1000, 97, 1186, 400]
article bbox=[606, 97, 792, 209]
article-body-paragraph: সেক্রেটারিয়েট ঢাকা রেঞ্জ ডিআইজির কার্যালয়ে সংবাদ সম্মেলনে এ কথা বলেন তিনি। এ সময় ডিআইজি বলেন, নিষিদ্ধ সংগঠনের কোনো কার্যক্রম ঢাকায় চলবে না। বিগত সময় পুলিশকে জনতার মুখোমুখি দাঁড় করিয়ে দেওয়া হয়েছিল। কিন্তু আমি আপনাদের নিশ্চয়তা দিচ্ছি ঢাকা রেঞ্জের কোন পুলিশ যদি অনৈতিক বা অপরাধের সঙ্গে জড়িত থাকে তাহলে তাদের বিরুদ্ধে কঠোর ব্যবস্থা নেওয়া হবে। তাদের বিন্দুমাত্র ছাড় দেওয়া হবে না। bbox=[408, 383, 595, 485]
article-body-paragraph: মার্কিন ভূমিকার কথা উল্লেখ করে শরিফ বলেন, 'আমি প্রেসিডেন্ট ট্রাম্পকে কৃতজ্ঞতা জানাতে চাই, কারণ ওয়াশিংটন এই যুদ্ধবিরতিতে গুরুত্বপূর্ণ ভূমিকা পালন করেছে।' শেহবাজ শরিফ বিশেষভাবে চীন, তুরস্ক এবং মুসলিম ভ্রাতৃত্ব জাতিগুলোর প্রতি কৃতজ্ঞতা জানিয়ে বলেন, 'আমি হৃদয়ের গভীর থেকে চীনের জনগণকে ধন্যবাদ জানাতে চাই।' bbox=[14, 248, 201, 327]
article bbox=[211, 248, 397, 444]
article-body-paragraph: হামলায় শত্রুর বিমান ঘাঁটি ও গোলাবারুদ ধ্বংস হয়েছে। তাদের রাফাল যুদ্ধবিমান আমরা ভূপাতিত করেছি। এটি পাকিস্তানের জনগণের বিজয়।' এর আগে ভারতের পররাষ্ট্র সচিব বিক্রম মিস্ত্রি পাকিস্তানের বিরুদ্ধে যুদ্ধবিরতি লঙ্ঘনের অভিযোগ তুলে তা বন্ধ করার আহ্বান জানান। তবে শেহবাজ শরিফ তার বক্তব্যে এ বিষয়ে কোনো মন্তব্য করেননি। bbox=[14, 158, 201, 249]
article-headline: নিষিদ্ধ সংগঠনের কোনো কার্যক্রম ঢাকায় bbox=[423, 325, 580, 363]
article-body-paragraph: ৮. সড়ক পরিবহন আইন-২০১৮ বাস্তবায়নে দক্ষ জনবল নিযুক্ত করতে হবে। bbox=[14, 941, 201, 964]
article-body-paragraph: আবহাওয়া অফিস জানিয়েছে, আগামী কয়েকদিন তাপপ্রবাহ অব্যাহত থাকতে পারে। তাপমাত্রা আরও বাড়ার আশঙ্কা রয়েছে। গরমের তীব্রতা থেকে বাঁচতে প্রয়োজন ছাড়া ঘরের বাইরে বের না হওয়ার পরামর্শ দেওয়া হয়েছে। তাপ ছড়িয়ে গেলেও রোদের তেজ কম।' bbox=[211, 376, 398, 444]
article-headline: বিদেশি এক্সপার্টদের bbox=[243, 681, 366, 701]
continued-from-label: শেষ পৃষ্ঠার পর bbox=[277, 469, 332, 481]
article-body-paragraph: তালিকায় দ্বিতীয় স্থানে রয়েছে লংকাবাংলা ফাইন্যান্স। সপ্তাহজুড়ে কোম্পানিটির ১৩ কোটি ১৩ লাখ ১০ হাজার টাকার শেয়ার লেনদেন হয়েছে। যা ছিল ব্লক মার্কেটের মোট লেনদেনের ৬ দশমিক ৪৬ শতাংশ। তৃতীয় স্থানে থাকা কোম্পানিটির ১২ কোটি ৬৩ লাখ টাকার শেয়ার লেনদেন হয়েছে। bbox=[605, 308, 792, 376]
article-body-paragraph: এছাড়া তালিকায় থাকা অন্য কোম্পানিগুলোর মধ্যে রয়েছে- ব্র্যাক ব্যাংক পিএলসি, সিটি ব্যাংক, বিএসসি, লাভেলো আইসক্রিম, কেডিএস এক্সেসরিজ, উত্তরা ব্যাংক এবং আলিফ ইন্ডাস্ট্রিজ লিমিটেড। bbox=[605, 376, 792, 432]
